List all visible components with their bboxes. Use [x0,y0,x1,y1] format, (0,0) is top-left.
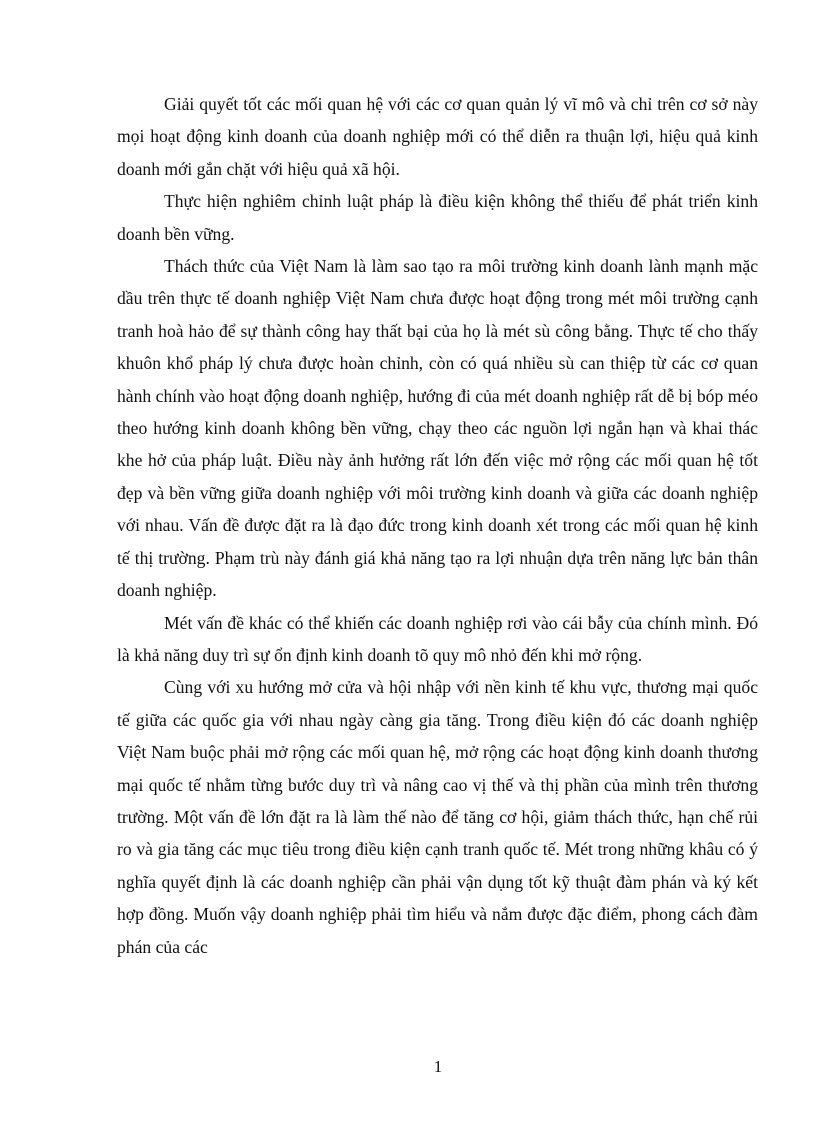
page-number: 1 [433,1057,443,1076]
paragraph-2: Thực hiện nghiêm chỉnh luật pháp là điều kiện không thể thiếu để phát triển kinh doanh bền vững. [117,191,758,244]
paragraph-3: Thách thức của Việt Nam là làm sao tạo ra môi trường kinh doanh lành mạnh mặc dầu trên thực tế doanh nghiệp Việt Nam chưa được hoạt động trong mét môi trường cạnh tranh hoà hảo để sự thành công hay thất bại của họ là mét sù công bằng. Thực tế cho thấy khuôn khổ pháp lý chưa được hoàn chỉnh, còn có quá nhiều sù can thiệp từ các cơ quan hành chính vào hoạt động doanh nghiệp, hướng đi của mét doanh nghiệp rất dễ bị bóp méo theo hướng kinh doanh không bền vững, chạy theo các nguồn lợi ngắn hạn và khai thác khe hở của pháp luật. Điều này ảnh hưởng rất lớn đến việc mở rộng các mối quan hệ tốt đẹp và bền vững giữa doanh nghiệp với môi trường kinh doanh và giữa các doanh nghiệp với nhau. Vấn đề được đặt ra là đạo đức trong kinh doanh xét trong các mối quan hệ kinh tế thị trường. Phạm trù này đánh giá khả năng tạo ra lợi nhuận dựa trên năng lực bản thân doanh nghiệp. [117,256,758,601]
paragraph-1: Giải quyết tốt các mối quan hệ với các cơ quan quản lý vĩ mô và chỉ trên cơ sở này mọi hoạt động kinh doanh của doanh nghiệp mới có thể diễn ra thuận lợi, hiệu quả kinh doanh mới gắn chặt với hiệu quả xã hội. [117,94,758,179]
body-text [117,88,758,963]
paragraph-5: Cùng với xu hướng mở cửa và hội nhập với nền kinh tế khu vực, thương mại quốc tế giữa các quốc gia với nhau ngày càng gia tăng. Trong điều kiện đó các doanh nghiệp Việt Nam buộc phải mở rộng các mối quan hệ, mở rộng các hoạt động kinh doanh thương mại quốc tế nhằm từng bước duy trì và nâng cao vị thế và thị phần của mình trên thương trường. Một vấn đề lớn đặt ra là làm thế nào để tăng cơ hội, giảm thách thức, hạn chế rủi ro và gia tăng các mục tiêu trong điều kiện cạnh tranh quốc tế. Mét trong những khâu có ý nghĩa quyết định là các doanh nghiệp cần phải vận dụng tốt kỹ thuật đàm phán và ký kết hợp đồng. Muốn vậy doanh nghiệp phải tìm hiểu và nắm được đặc điểm, phong cách đàm phán của các [117,677,758,957]
paragraph-4: Mét vấn đề khác có thể khiến các doanh nghiệp rơi vào cái bẫy của chính mình. Đó là khả năng duy trì sự ổn định kinh doanh tõ quy mô nhỏ đến khi mở rộng. [117,612,758,665]
